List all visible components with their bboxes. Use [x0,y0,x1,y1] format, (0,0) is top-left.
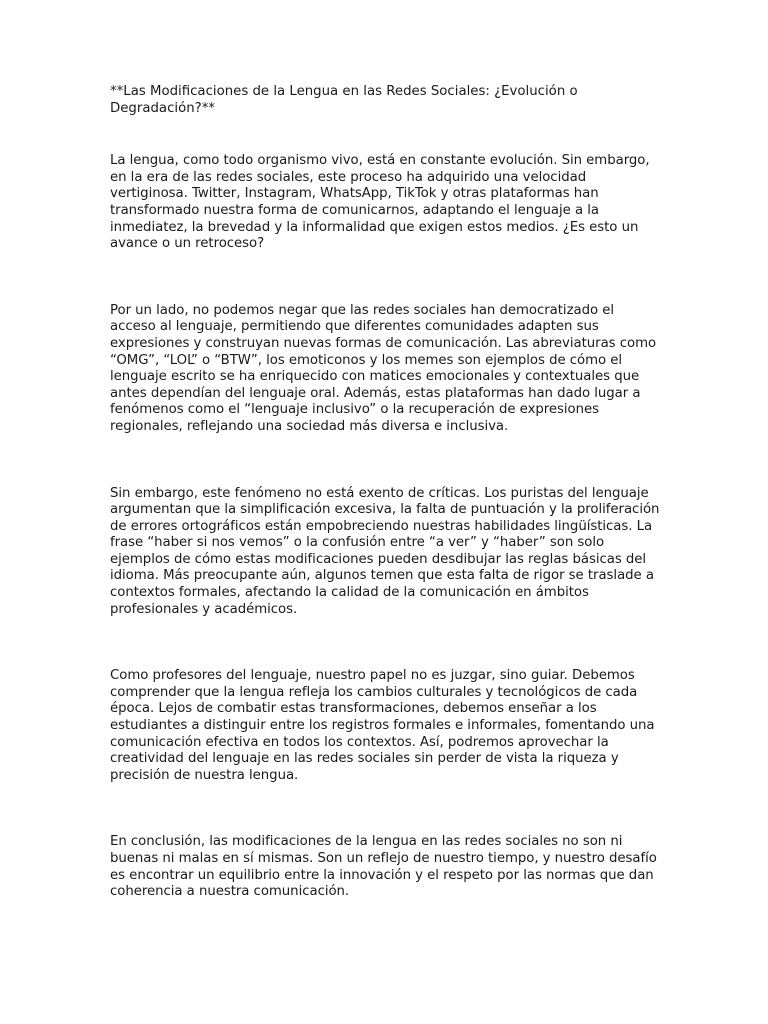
paragraph-teachers: Como profesores del lenguaje, nuestro papel no es juzgar, sino guiar. Debemos comprender que la lengua refleja los cambios culturales y tecnológicos de cada época. Lejos de combatir estas transformaciones, debemos enseñar a los estudiantes a distinguir entre los registros formales e informales, fomentando una comunicación efectiva en todos los contextos. Así, podremos aprovechar la creatividad del lenguaje en las redes sociales sin perder de vista la riqueza y precisión de nuestra lengua. [110,668,655,783]
document-title: **Las Modificaciones de la Lengua en las Redes Sociales: ¿Evolución o Degradación?** [110,84,578,116]
paragraph-intro: La lengua, como todo organismo vivo, está en constante evolución. Sin embargo, en la era de las redes sociales, este proceso ha adquirido una velocidad vertiginosa. Twitter, Instagram, WhatsApp, TikTok y otras plataformas han transformado nuestra forma de comunicarnos, adaptando el lenguaje a la inmediatez, la brevedad y la informalidad que exigen estos medios. ¿Es esto un avance o un retroceso? [110,153,650,252]
paragraph-conclusion: En conclusión, las modificaciones de la lengua en las redes sociales no son ni buenas ni malas en sí mismas. Son un reflejo de nuestro tiempo, y nuestro desafío es encontrar un equilibrio entre la innovación y el respeto por las normas que dan coherencia a nuestra comunicación. [110,834,657,900]
paragraph-pros: Por un lado, no podemos negar que las redes sociales han democratizado el acceso al lenguaje, permitiendo que diferentes comunidades adapten sus expresiones y construyan nuevas formas de comunicación. Las abreviaturas como “OMG”, “LOL” o “BTW”, los emoticonos y los memes son ejemplos de cómo el lenguaje escrito se ha enriquecido con matices emocionales y contextuales que antes dependían del lenguaje oral. Además, estas plataformas han dado lugar a fenómenos como el “lenguaje inclusivo” o la recuperación de expresiones regionales, reflejando una sociedad más diversa e inclusiva. [110,302,657,434]
document-body [110,84,662,901]
paragraph-criticism: Sin embargo, este fenómeno no está exento de críticas. Los puristas del lenguaje argumentan que la simplificación excesiva, la falta de puntuación y la proliferación de errores ortográficos están empobreciendo nuestras habilidades lingüísticas. La frase “haber si nos vemos” o la confusión entre “a ver” y “haber” son solo ejemplos de cómo estas modificaciones pueden desdibujar las reglas básicas del idioma. Más preocupante aún, algunos temen que esta falta de rigor se traslade a contextos formales, afectando la calidad de la comunicación en ámbitos profesionales y académicos. [110,485,660,617]
